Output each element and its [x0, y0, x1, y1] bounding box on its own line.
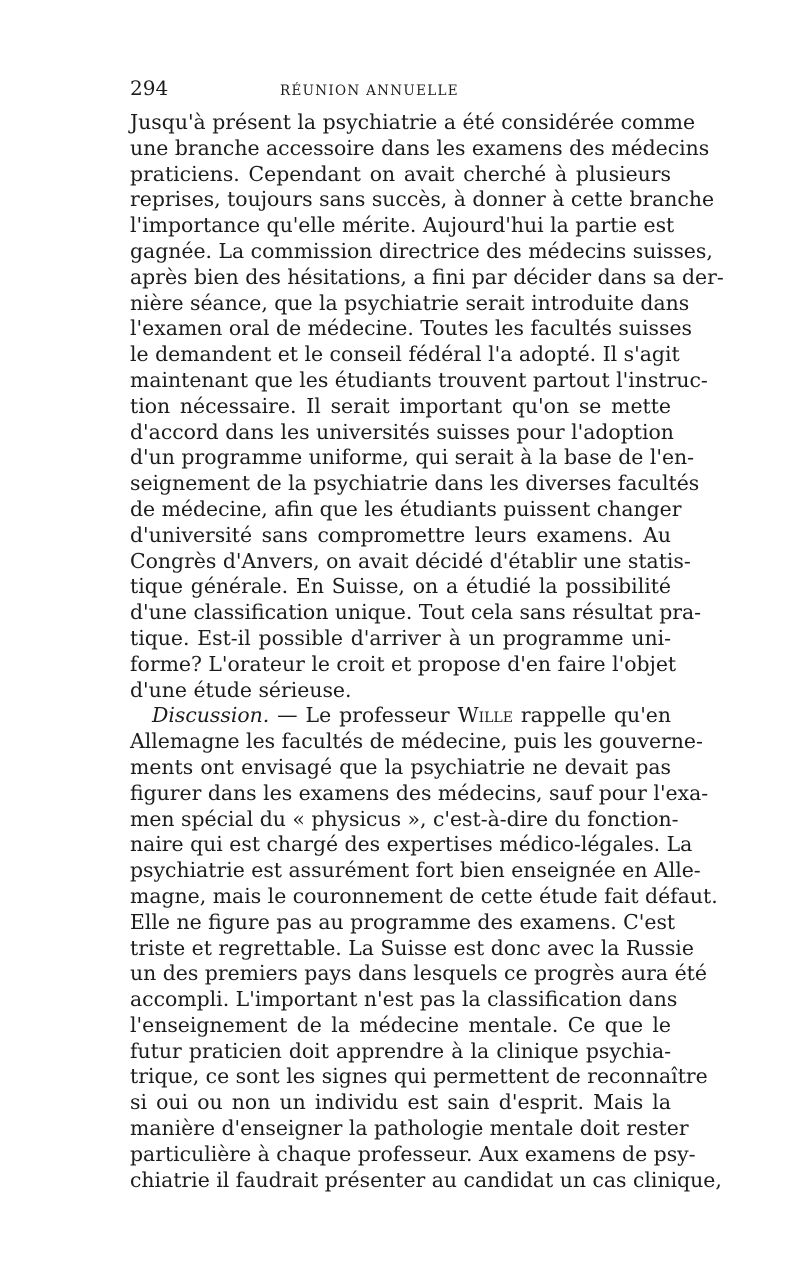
discussion-intro-rest: rappelle qu'en	[512, 703, 671, 728]
discussion-label: Discussion.	[152, 703, 270, 728]
text-line: d'une étude sérieuse.	[130, 677, 352, 702]
text-line: men spécial du « physicus », c'est-à-dire du fonction-	[130, 806, 679, 831]
text-line: Congrès d'Anvers, on avait décidé d'établir une statis-	[130, 548, 691, 573]
text-line: triste et regrettable. La Suisse est donc avec la Russie	[130, 935, 694, 960]
speaker-name: Wille	[457, 703, 513, 728]
text-line: gagnée. La commission directrice des médecins suisses,	[130, 238, 713, 263]
text-line: futur praticien doit apprendre à la clinique psychia-	[130, 1038, 671, 1063]
text-line: nière séance, que la psychiatrie serait introduite dans	[130, 290, 690, 315]
text-line: trique, ce sont les signes qui permettent de reconnaître	[130, 1064, 708, 1089]
text-line: l'enseignement de la médecine mentale. Ce que le	[130, 1012, 671, 1037]
text-line: si oui ou non un individu est sain d'esprit. Mais la	[130, 1090, 671, 1115]
text-line: d'une classification unique. Tout cela sans résultat pra-	[130, 600, 702, 625]
text-line: praticiens. Cependant on avait cherché à plusieurs	[130, 161, 671, 186]
text-line: tion nécessaire. Il serait important qu'on se mette	[130, 393, 671, 418]
page-number: 294	[130, 76, 169, 100]
text-line: Jusqu'à présent la psychiatrie a été considérée comme	[130, 110, 696, 134]
paragraph-discussion	[130, 703, 722, 1193]
text-line: le demandent et le conseil fédéral l'a adopté. Il s'agit	[130, 342, 680, 367]
text-line: figurer dans les examens des médecins, sauf pour l'exa-	[130, 780, 709, 805]
text-line: naire qui est chargé des expertises médico-légales. La	[130, 832, 693, 857]
text-line: tique. Est-il possible d'arriver à un programme uni-	[130, 625, 671, 650]
text-line: ments ont envisagé que la psychiatrie ne devait pas	[130, 754, 671, 779]
text-line: psychiatrie est assurément fort bien enseignée en Alle-	[130, 858, 701, 883]
text-line: seignement de la psychiatrie dans les diverses facultés	[130, 471, 700, 496]
text-line: d'université sans compromettre leurs examens. Au	[130, 522, 671, 547]
text-line: l'examen oral de médecine. Toutes les facultés suisses	[130, 316, 693, 341]
text-line: Allemagne les facultés de médecine, puis les gouverne-	[130, 729, 703, 754]
text-line: particulière à chaque professeur. Aux examens de psy-	[130, 1141, 696, 1166]
text-line: Elle ne figure pas au programme des examens. C'est	[130, 909, 676, 934]
text-line: reprises, toujours sans succès, à donner à cette branche	[130, 187, 715, 212]
text-line: d'un programme uniforme, qui serait à la base de l'en-	[130, 445, 695, 470]
text-line: une branche accessoire dans les examens des médecins	[130, 135, 710, 160]
text-line: chiatrie il faudrait présenter au candidat un cas clinique,	[130, 1167, 722, 1192]
text-line: un des premiers pays dans lesquels ce progrès aura été	[130, 961, 707, 986]
book-page	[130, 76, 724, 1193]
text-line: forme? L'orateur le croit et propose d'en faire l'objet	[130, 651, 677, 676]
text-line: magne, mais le couronnement de cette étude fait défaut.	[130, 883, 718, 908]
running-head-title: RÉUNION ANNUELLE	[280, 83, 459, 99]
discussion-intro: — Le professeur	[269, 703, 458, 728]
text-line: d'accord dans les universités suisses pour l'adoption	[130, 419, 674, 444]
text-line: de médecine, afin que les étudiants puissent changer	[130, 496, 682, 521]
text-line: maintenant que les étudiants trouvent partout l'instruc-	[130, 367, 708, 392]
paragraph-report	[130, 110, 724, 703]
body-text	[130, 110, 724, 1193]
text-line: après bien des hésitations, a fini par décider dans sa der-	[130, 264, 724, 289]
text-line: l'importance qu'elle mérite. Aujourd'hui la partie est	[130, 213, 675, 238]
discussion-first-line	[130, 703, 671, 729]
text-line: manière d'enseigner la pathologie mentale doit rester	[130, 1116, 689, 1141]
text-line: tique générale. En Suisse, on a étudié la possibilité	[130, 574, 671, 599]
text-line: accompli. L'important n'est pas la classification dans	[130, 987, 678, 1012]
running-head	[130, 76, 671, 110]
